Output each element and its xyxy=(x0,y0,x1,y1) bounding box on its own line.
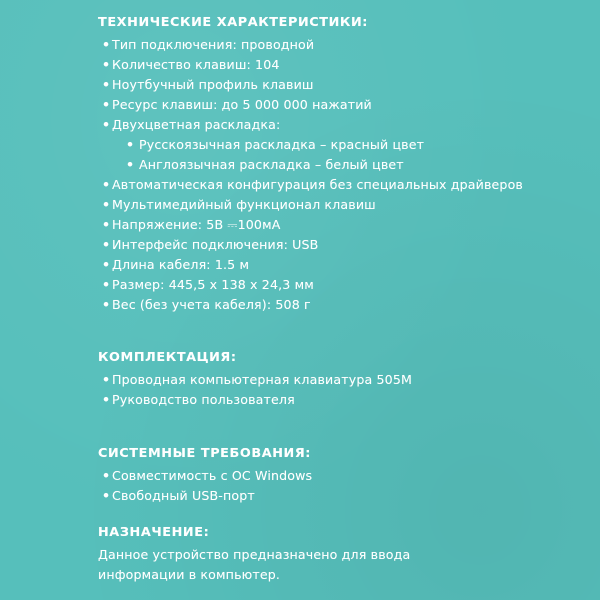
spec-key-lifespan: Ресурс клавиш: до 5 000 000 нажатий xyxy=(112,97,372,112)
spec-interface: Интерфейс подключения: USB xyxy=(112,237,319,252)
list-item xyxy=(102,77,314,92)
package-keyboard: Проводная компьютерная клавиатура 505M xyxy=(112,372,413,387)
bullet-icon: • xyxy=(126,137,135,152)
purpose-heading: НАЗНАЧЕНИЕ: xyxy=(98,525,210,540)
bullet-icon: • xyxy=(102,297,111,312)
purpose-text-line: Данное устройство предназначено для ввода xyxy=(98,547,411,562)
list-item xyxy=(102,392,295,407)
list-item xyxy=(102,177,523,192)
package-heading: КОМПЛЕКТАЦИЯ: xyxy=(98,350,237,365)
bullet-icon: • xyxy=(102,57,111,72)
spec-auto-config: Автоматическая конфигурация без специальных драйверов xyxy=(112,177,523,192)
list-item xyxy=(102,117,280,132)
package-manual: Руководство пользователя xyxy=(112,392,295,407)
spec-key-count: Количество клавиш: 104 xyxy=(112,57,280,72)
bullet-icon: • xyxy=(102,257,111,272)
bullet-icon: • xyxy=(102,97,111,112)
bullet-icon: • xyxy=(102,77,111,92)
list-item xyxy=(102,97,372,112)
spec-cable-length: Длина кабеля: 1.5 м xyxy=(112,257,250,272)
bullet-icon: • xyxy=(102,117,111,132)
bullet-icon: • xyxy=(102,488,111,503)
list-item xyxy=(102,277,314,292)
list-item xyxy=(102,237,318,252)
bullet-icon: • xyxy=(102,177,111,192)
bullet-icon: • xyxy=(126,157,135,172)
spec-key-profile: Ноутбучный профиль клавиш xyxy=(112,77,314,92)
requirements-heading: СИСТЕМНЫЕ ТРЕБОВАНИЯ: xyxy=(98,446,311,461)
list-item xyxy=(102,257,249,272)
list-item xyxy=(102,488,255,503)
bullet-icon: • xyxy=(102,237,111,252)
bullet-icon: • xyxy=(102,277,111,292)
list-subitem xyxy=(126,137,424,152)
spec-english-layout: Англоязычная раскладка – белый цвет xyxy=(139,157,404,172)
list-item xyxy=(102,372,412,387)
bullet-icon: • xyxy=(102,217,111,232)
bullet-icon: • xyxy=(102,372,111,387)
list-item xyxy=(102,37,314,52)
list-item xyxy=(102,57,280,72)
requirement-usb-port: Свободный USB-порт xyxy=(112,488,255,503)
bullet-icon: • xyxy=(102,392,111,407)
bullet-icon: • xyxy=(102,197,111,212)
spec-weight: Вес (без учета кабеля): 508 г xyxy=(112,297,311,312)
bullet-icon: • xyxy=(102,37,111,52)
list-subitem xyxy=(126,157,404,172)
spec-russian-layout: Русскоязычная раскладка – красный цвет xyxy=(139,137,425,152)
list-item xyxy=(102,197,376,212)
spec-multimedia: Мультимедийный функционал клавиш xyxy=(112,197,376,212)
spec-voltage: Напряжение: 5В ⎓100мА xyxy=(112,217,281,232)
requirement-os: Совместимость с ОС Windows xyxy=(112,468,313,483)
specs-heading: ТЕХНИЧЕСКИЕ ХАРАКТЕРИСТИКИ: xyxy=(98,15,368,30)
bullet-icon: • xyxy=(102,468,111,483)
spec-two-color-layout: Двухцветная раскладка: xyxy=(112,117,281,132)
spec-connection-type: Тип подключения: проводной xyxy=(112,37,315,52)
list-item xyxy=(102,297,311,312)
purpose-text-line: информации в компьютер. xyxy=(98,567,281,582)
list-item xyxy=(102,468,312,483)
spec-size: Размер: 445,5 х 138 х 24,3 мм xyxy=(112,277,314,292)
list-item xyxy=(102,217,281,232)
